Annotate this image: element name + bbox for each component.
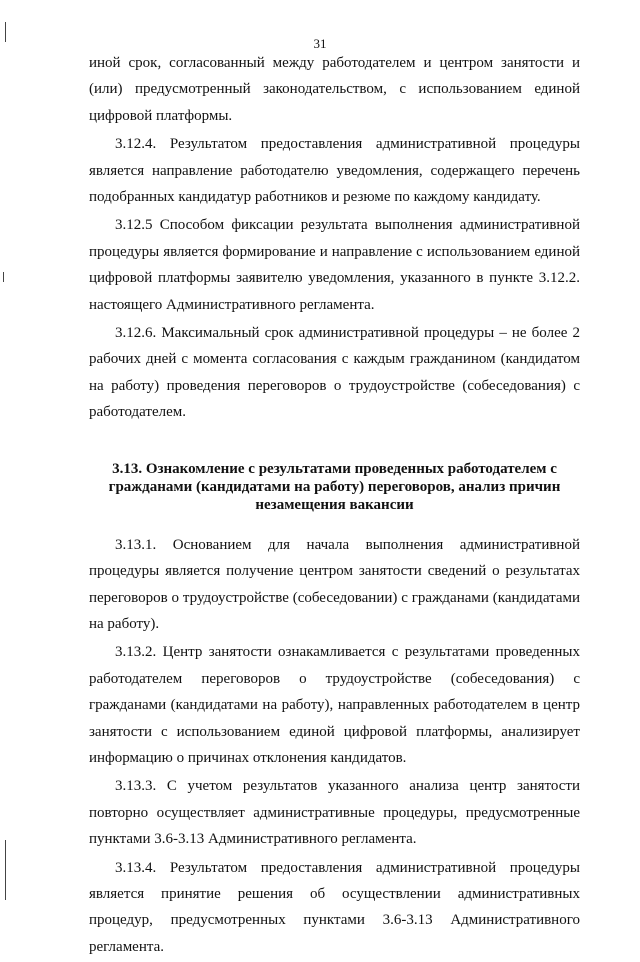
paragraph-3-13-2: 3.13.2. Центр занятости ознакамливается с результатами проведенных работодателем переговоров о трудоустройстве (собеседования) с гражданами (кандидатами на работу), направленных работодателем в центр занятости с использованием единой цифровой платформы, анализирует информацию о причинах отклонения кандидатов. [89, 644, 580, 766]
heading-line: незамещения вакансии [255, 496, 414, 513]
paragraph-continuation: иной срок, согласованный между работодателем и центром занятости и (или) предусмотренный законодательством, с использованием единой цифровой платформы. [89, 55, 580, 124]
section-heading-3-13 [89, 460, 580, 514]
scan-edge-mark [3, 272, 4, 282]
paragraph-3-12-4: 3.12.4. Результатом предоставления административной процедуры является направление работодателю уведомления, содержащего перечень подобранных кандидатур работников и резюме по каждому кандидату. [89, 136, 580, 206]
page-number: 31 [313, 36, 327, 51]
paragraph-3-12-5: 3.12.5 Способом фиксации результата выполнения административной процедуры является формирование и направление с использованием единой цифровой платформы заявителю уведомления, указанного в пункте 3.12.2. настоящего Административного регламента. [89, 217, 580, 313]
heading-line: 3.13. Ознакомление с результатами проведенных работодателем с [112, 460, 557, 477]
paragraph-3-13-3: 3.13.3. С учетом результатов указанного анализа центр занятости повторно осуществляет административные процедуры, предусмотренные пунктами 3.6-3.13 Административного регламента. [89, 778, 580, 848]
heading-line: гражданами (кандидатами на работу) переговоров, анализ причин [108, 478, 561, 495]
paragraph-3-12-6: 3.12.6. Максимальный срок административной процедуры – не более 2 рабочих дней с момента согласования с каждым гражданином (кандидатом на работу) проведения переговоров о трудоустройстве (собеседования) с работодателем. [89, 325, 580, 421]
document-body [89, 50, 580, 962]
scan-edge-mark [5, 840, 6, 900]
paragraph-3-13-1: 3.13.1. Основанием для начала выполнения административной процедуры является получение центром занятости сведений о результатах переговоров о трудоустройстве (собеседовании) с гражданами (кандидатами на работу). [89, 536, 580, 632]
paragraph-3-13-4: 3.13.4. Результатом предоставления административной процедуры является принятие решения об осуществлении административных процедур, предусмотренных пунктами 3.6-3.13 Административного регламента. [89, 859, 580, 955]
